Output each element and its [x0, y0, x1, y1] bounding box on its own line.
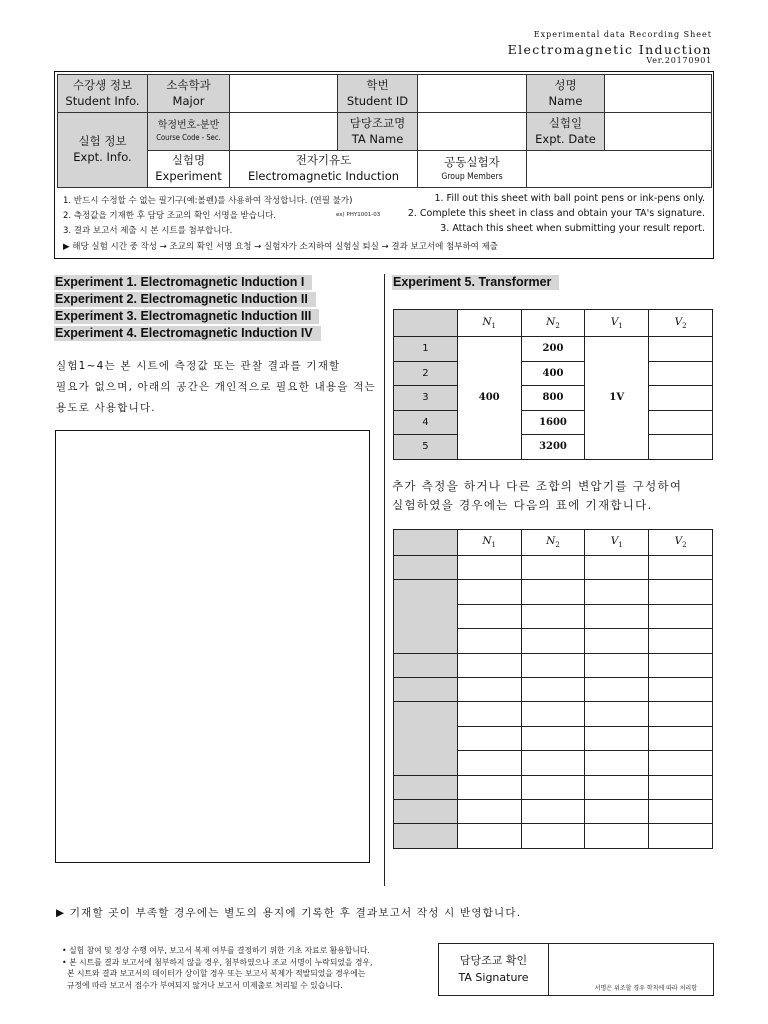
row-label: [394, 677, 458, 701]
left-instruction-paragraph: 실험1~4는 본 시트에 측정값 또는 관찰 결과를 기재할 필요가 없으며, 아래의 공간은 개인적으로 필요한 내용을 적는 용도로 사용합니다.: [56, 360, 376, 414]
experiment-5-label: Experiment 5. Transformer: [392, 275, 559, 290]
n1-input[interactable]: [457, 751, 521, 775]
row-label: [394, 824, 458, 848]
v2-input[interactable]: [649, 629, 713, 653]
v2-input[interactable]: [649, 604, 713, 628]
experiment-name: 전자기유도 Electromagnetic Induction: [230, 151, 418, 188]
extra-measurements-table: [393, 529, 713, 849]
instructions: [57, 187, 711, 255]
note-3-en: 3. Attach this sheet when submitting your result report.: [440, 223, 705, 234]
n1-input[interactable]: [457, 653, 521, 677]
v2-input[interactable]: [649, 435, 713, 460]
n2-input[interactable]: [521, 604, 585, 628]
n2-value: 200: [521, 337, 585, 362]
n2-input[interactable]: [521, 629, 585, 653]
n2-input[interactable]: [521, 726, 585, 750]
experiment-2-label: Experiment 2. Electromagnetic Induction II: [54, 292, 316, 307]
header-v2: $V_2$: [649, 530, 713, 556]
expt-date-label: 실험일 Expt. Date: [527, 113, 605, 151]
n1-input[interactable]: [457, 629, 521, 653]
experiment-4-label: Experiment 4. Electromagnetic Induction IV: [54, 326, 321, 341]
v2-input[interactable]: [649, 361, 713, 386]
note-1-ko: 1. 반드시 수정할 수 없는 필기구(예:볼펜)를 사용하여 작성합니다. (연필 불가): [63, 196, 353, 206]
n2-input[interactable]: [521, 556, 585, 580]
n1-input[interactable]: [457, 726, 521, 750]
n2-input[interactable]: [521, 775, 585, 799]
v2-input[interactable]: [649, 580, 713, 604]
group-members-field[interactable]: [527, 151, 712, 188]
note-1-en: 1. Fill out this sheet with ball point pens or ink-pens only.: [434, 193, 705, 204]
n2-input[interactable]: [521, 702, 585, 726]
v1-input[interactable]: [585, 556, 649, 580]
v2-input[interactable]: [649, 751, 713, 775]
group-members-label: 공동실험자 Group Members: [418, 151, 527, 188]
n2-input[interactable]: [521, 751, 585, 775]
n1-input[interactable]: [457, 604, 521, 628]
experiment-3-label: Experiment 3. Electromagnetic Induction III: [54, 309, 319, 324]
sheet-version: Ver.20170901: [646, 56, 712, 65]
v2-input[interactable]: [649, 799, 713, 823]
v1-input[interactable]: [585, 629, 649, 653]
v1-input[interactable]: [585, 726, 649, 750]
sheet-subtitle: Experimental data Recording Sheet: [533, 30, 712, 39]
ta-signature-box: [438, 943, 714, 996]
ta-signature-label: 담당조교 확인 TA Signature: [439, 944, 549, 995]
fine-print-line: • 실험 참여 및 정상 수행 여부, 보고서 복제 여부를 결정하기 위한 기초 자료로 활용합니다.: [62, 946, 370, 955]
row-label: [394, 556, 458, 580]
header-v1: $V_1$: [585, 530, 649, 556]
n2-value: 3200: [521, 435, 585, 460]
v1-input[interactable]: [585, 580, 649, 604]
v1-value: 1V: [585, 337, 649, 460]
v2-input[interactable]: [649, 556, 713, 580]
right-instruction-paragraph: 추가 측정을 하거나 다른 조합의 변압기를 구성하여 실험하였을 경우에는 다음의 표에 기재합니다.: [392, 479, 683, 512]
n1-input[interactable]: [457, 580, 521, 604]
note-2-ko: 2. 측정값을 기재한 후 담당 조교의 확인 서명을 받습니다.: [63, 211, 277, 221]
n1-input[interactable]: [457, 556, 521, 580]
info-table: [57, 74, 712, 188]
experiment-label: 실험명 Experiment: [148, 151, 230, 188]
n2-input[interactable]: [521, 677, 585, 701]
row-label: [394, 775, 458, 799]
transformer-table: [393, 309, 713, 460]
v2-input[interactable]: [649, 386, 713, 411]
course-code-example: ex) PHY1001-03: [336, 212, 381, 218]
row-label: [394, 653, 458, 677]
row-label: 3: [394, 386, 458, 411]
course-code-field[interactable]: [230, 113, 338, 151]
table-corner: [394, 530, 458, 556]
v2-input[interactable]: [649, 824, 713, 848]
n2-value: 1600: [521, 410, 585, 435]
n2-value: 800: [521, 386, 585, 411]
student-id-label: 학번 Student ID: [338, 75, 418, 113]
v1-input[interactable]: [585, 751, 649, 775]
info-box: [54, 71, 714, 259]
v2-input[interactable]: [649, 726, 713, 750]
n2-input[interactable]: [521, 824, 585, 848]
name-label: 성명 Name: [527, 75, 605, 113]
row-label: [394, 702, 458, 775]
n2-input[interactable]: [521, 799, 585, 823]
sheet-title: Electromagnetic Induction: [507, 42, 712, 57]
header-n1: $N_1$: [457, 530, 521, 556]
table-corner: [394, 310, 458, 337]
note-3-ko: 3. 결과 보고서 제출 시 본 시트를 첨부합니다.: [63, 226, 233, 236]
v2-input[interactable]: [649, 410, 713, 435]
column-divider: [384, 274, 385, 886]
n2-input[interactable]: [521, 653, 585, 677]
n1-input[interactable]: [457, 824, 521, 848]
v1-input[interactable]: [585, 775, 649, 799]
header-v2: $V_2$: [649, 310, 713, 337]
ta-name-label: 담당조교명 TA Name: [338, 113, 418, 151]
row-label: 1: [394, 337, 458, 362]
notes-area[interactable]: [55, 430, 370, 863]
n2-value: 400: [521, 361, 585, 386]
fine-print-line: 본 시트와 결과 보고서의 데이터가 상이할 경우 또는 보고서 복제가 적발되었을 경우에는: [62, 969, 366, 978]
fine-print-line: • 본 시트를 결과 보고서에 첨부하지 않을 경우, 첨부하였으나 조교 서명이 누락되었을 경우,: [62, 957, 373, 967]
v2-input[interactable]: [649, 337, 713, 362]
experiment-1-label: Experiment 1. Electromagnetic Induction I: [54, 275, 312, 290]
row-label: 2: [394, 361, 458, 386]
header-n1: $N_1$: [457, 310, 521, 337]
v2-input[interactable]: [649, 702, 713, 726]
v2-input[interactable]: [649, 653, 713, 677]
ta-signature-note: 서명은 위조할 경우 학칙에 따라 처리함: [594, 985, 697, 992]
major-field[interactable]: [230, 75, 338, 113]
header-v1: $V_1$: [585, 310, 649, 337]
v2-input[interactable]: [649, 677, 713, 701]
n1-input[interactable]: [457, 677, 521, 701]
v1-input[interactable]: [585, 677, 649, 701]
name-field[interactable]: [605, 75, 712, 113]
course-code-label: 학정번호-분반 Course Code - Sec.: [148, 113, 230, 151]
row-label: 4: [394, 410, 458, 435]
expt-date-field[interactable]: [605, 113, 712, 151]
note-2-en: 2. Complete this sheet in class and obtain your TA's signature.: [407, 208, 705, 219]
row-label: [394, 580, 458, 653]
header-n2: $N_2$: [521, 310, 585, 337]
v1-input[interactable]: [585, 653, 649, 677]
header-n2: $N_2$: [521, 530, 585, 556]
overflow-note: ▶ 기재할 곳이 부족할 경우에는 별도의 용지에 기록한 후 결과보고서 작성 시 반영합니다.: [56, 907, 522, 919]
fine-print-line: 규정에 따라 보고서 점수가 부여되지 않거나 보고서 미제출로 처리될 수 있습니다.: [62, 980, 343, 990]
n2-input[interactable]: [521, 580, 585, 604]
major-label: 소속학과 Major: [148, 75, 230, 113]
n1-input[interactable]: [457, 799, 521, 823]
n1-value: 400: [457, 337, 521, 460]
n1-input[interactable]: [457, 702, 521, 726]
row-label: 5: [394, 435, 458, 460]
v1-input[interactable]: [585, 702, 649, 726]
v1-input[interactable]: [585, 604, 649, 628]
v1-input[interactable]: [585, 824, 649, 848]
student-info-label: 수강생 정보 Student Info.: [58, 75, 148, 113]
ta-name-field[interactable]: [418, 113, 527, 151]
n1-input[interactable]: [457, 775, 521, 799]
row-label: [394, 799, 458, 823]
student-id-field[interactable]: [418, 75, 527, 113]
v1-input[interactable]: [585, 799, 649, 823]
submission-flow: ▶ 해당 실험 시간 중 작성 → 조교의 확인 서명 요청 → 실험자가 소지하여 실험실 퇴실 → 결과 보고서에 첨부하여 제출: [63, 242, 499, 252]
v2-input[interactable]: [649, 775, 713, 799]
expt-info-label: 실험 정보 Expt. Info.: [58, 113, 148, 188]
fine-print: [62, 945, 372, 991]
